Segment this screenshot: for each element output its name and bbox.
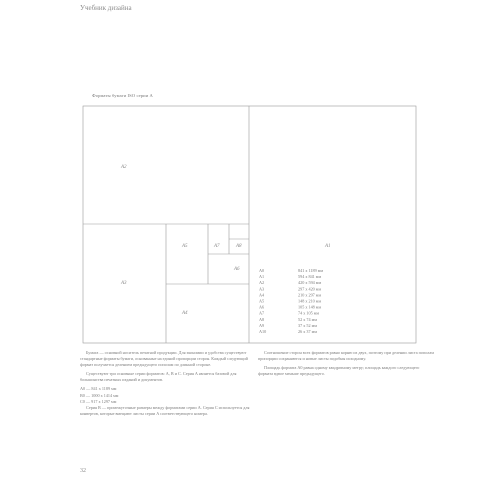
label-a6: A6: [234, 267, 240, 272]
size-table-name: A7: [259, 310, 265, 316]
size-table-dimensions: 148 x 210 мм: [298, 298, 322, 304]
size-table-name: A2: [259, 280, 265, 286]
label-a3: A3: [121, 281, 127, 286]
series-list-item: A0 — 841 x 1189 мм: [80, 386, 117, 392]
body-text-left: [80, 350, 256, 420]
size-table-name: A10: [259, 329, 267, 334]
size-table-dimensions: 594 x 841 мм: [298, 274, 322, 280]
size-table-name: A5: [259, 298, 265, 304]
size-table-name: A4: [259, 292, 265, 298]
size-table: [259, 268, 323, 334]
size-table-dimensions: 105 x 148 мм: [298, 304, 322, 310]
right-paragraph-2: Площадь формата A0 равна одному квадратному метру; площадь каждого следующего формата вдвое меньше предыдущего.: [258, 365, 420, 377]
right-paragraph-1: Соотношение сторон всех форматов равно корню из двух, поэтому при делении листа пополам пропорции сохраняются и новые листы подобны исходному.: [258, 350, 434, 362]
label-a5: A5: [182, 244, 188, 249]
size-table-dimensions: 420 x 594 мм: [298, 280, 322, 286]
figure-caption: Форматы бумаги ISO серии A: [92, 93, 153, 98]
sheet-a0-frame: [83, 106, 416, 343]
label-a4: A4: [182, 311, 188, 316]
left-paragraph-1: Бумага — основной носитель печатной продукции. Для экономии и удобства существуют стандартные форматы бумаги, основанные на единой пропорции сторон. Каждый следующий формат получается делением предыдущего пополам по длинной стороне.: [80, 350, 248, 368]
size-table-name: A1: [259, 274, 265, 280]
body-text-right: [258, 350, 434, 380]
label-a1: A1: [325, 244, 331, 249]
label-a8: A8: [236, 244, 242, 249]
size-table-name: A8: [259, 316, 265, 322]
running-head: Учебник дизайна: [80, 4, 132, 12]
label-a2: A2: [121, 165, 127, 170]
series-list: [80, 386, 256, 404]
page-number: 32: [80, 468, 86, 474]
size-table-name: A9: [259, 322, 265, 328]
series-list-item: B0 — 1000 x 1414 мм: [80, 392, 119, 398]
size-table-name: A0: [259, 268, 265, 273]
size-table-dimensions: 52 x 74 мм: [298, 316, 317, 322]
size-table-name: A3: [259, 286, 265, 292]
size-table-dimensions: 26 x 37 мм: [298, 329, 317, 334]
size-table-name: A6: [259, 304, 265, 310]
size-table-dimensions: 297 x 420 мм: [298, 286, 322, 292]
series-list-item: C0 — 917 x 1297 мм: [80, 398, 117, 404]
left-paragraph-2: Существуют три основные серии форматов: A, B и C. Серия A является базовой для большинства печатных изданий и документов.: [80, 371, 237, 383]
label-a7: A7: [214, 244, 220, 249]
size-table-dimensions: 74 x 105 мм: [298, 310, 320, 316]
size-table-dimensions: 37 x 52 мм: [298, 322, 317, 328]
size-table-dimensions: 210 x 297 мм: [298, 292, 322, 298]
size-table-dimensions: 841 x 1189 мм: [298, 268, 324, 273]
left-paragraph-3: Серия B — промежуточные размеры между форматами серии A. Серия C используется для конвертов, которые вмещают листы серии A соответствующего номера.: [80, 404, 250, 416]
